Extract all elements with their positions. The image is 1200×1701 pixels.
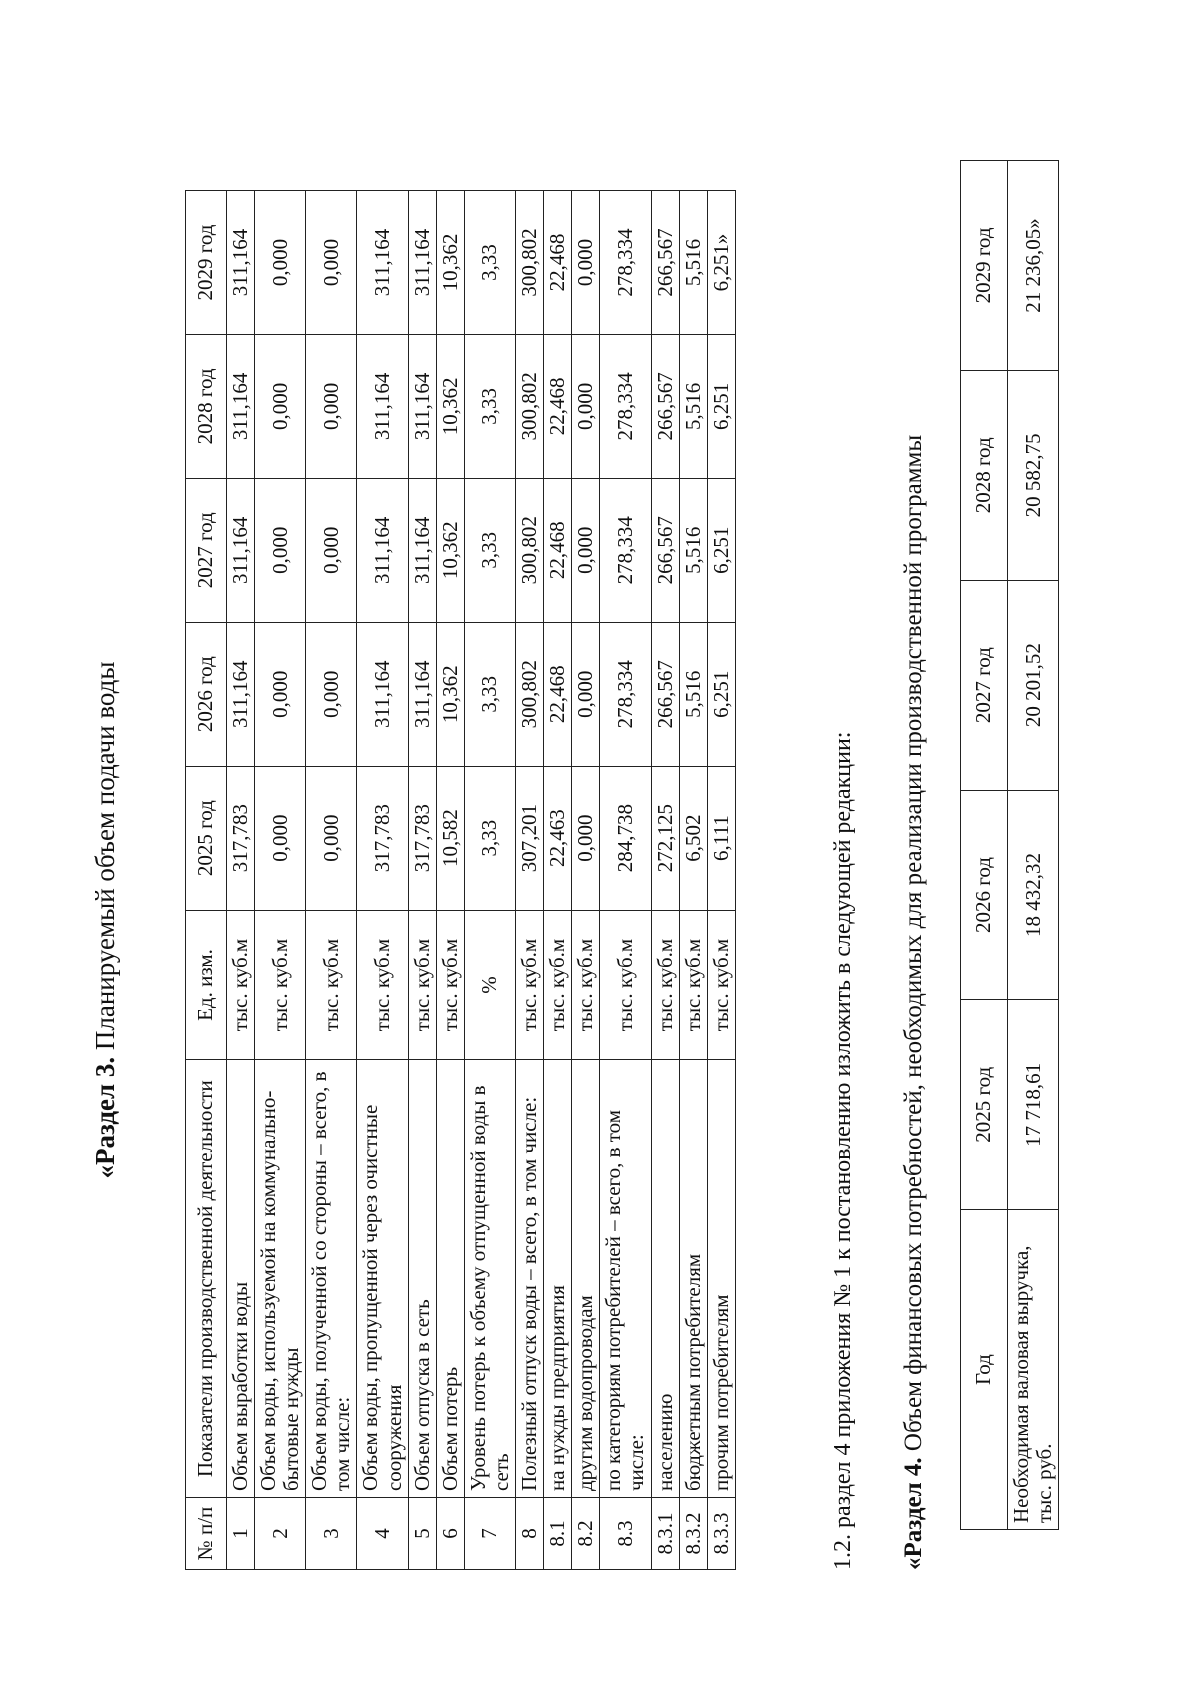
table-row [516,191,544,1570]
table-cell: 6,251» [707,191,735,335]
table-cell: 22,463 [544,766,572,910]
column-header: Год [961,1210,1008,1530]
table-cell: Объем выработки воды [227,1060,255,1498]
section4-title: «Раздел 4. Объем финансовых потребностей, необходимых для реализации производственной программы [900,434,927,1570]
table-cell: 266,567 [651,334,679,478]
table-cell: 317,783 [408,766,436,910]
table-cell: тыс. куб.м [436,910,464,1060]
table-cell: 307,201 [516,766,544,910]
table-cell: тыс. куб.м [306,910,357,1060]
table-cell: 6,502 [679,766,707,910]
table-cell: 311,164 [408,191,436,335]
table-cell: 311,164 [227,334,255,478]
table-cell: Объем воды, используемой на коммунально-бытовые нужды [255,1060,306,1498]
table-row [544,191,572,1570]
table-cell: 278,334 [600,622,651,766]
table-cell: 3 [306,1498,357,1570]
table-row [357,191,408,1570]
table-row [679,191,707,1570]
water-supply-table [185,190,736,1570]
table-cell: 311,164 [227,622,255,766]
table-header-row [961,161,1008,1530]
table-cell: тыс. куб.м [600,910,651,1060]
table-cell: Объем воды, пропущенной через очистные сооружения [357,1060,408,1498]
table-cell: 0,000 [572,334,600,478]
table-cell: 284,738 [600,766,651,910]
table-cell: 0,000 [572,766,600,910]
column-header: Показатели производственной деятельности [186,1060,227,1498]
table-cell: тыс. куб.м [255,910,306,1060]
table-cell: 22,468 [544,478,572,622]
table-header-row [186,191,227,1570]
table-cell: 278,334 [600,334,651,478]
column-header: 2027 год [186,478,227,622]
column-header: 2028 год [186,334,227,478]
table-cell: 0,000 [255,622,306,766]
table-cell: тыс. куб.м [516,910,544,1060]
table-cell: 10,362 [436,334,464,478]
table-row [707,191,735,1570]
table-cell: 8.3 [600,1498,651,1570]
table-cell: 311,164 [408,478,436,622]
table-cell: 300,802 [516,622,544,766]
table-cell: 311,164 [227,478,255,622]
column-header: 2027 год [961,580,1008,790]
table-cell: населению [651,1060,679,1498]
column-header: 2028 год [961,370,1008,580]
table-cell: Объем потерь [436,1060,464,1498]
table-cell: 0,000 [255,191,306,335]
table-cell: 300,802 [516,478,544,622]
table-cell: 1 [227,1498,255,1570]
table-cell: 6,111 [707,766,735,910]
table-row [227,191,255,1570]
table-cell: Необходимая валовая выручка, тыс. руб. [1008,1210,1059,1530]
amendment-paragraph: 1.2. раздел 4 приложения № 1 к постановлению изложить в следующей редакции: [830,731,856,1570]
table-cell: 0,000 [255,334,306,478]
table-cell: прочим потребителям [707,1060,735,1498]
table-cell: 5,516 [679,334,707,478]
table-cell: тыс. куб.м [572,910,600,1060]
table-row [436,191,464,1570]
table-cell: 0,000 [572,478,600,622]
table-cell: 317,783 [227,766,255,910]
table-cell: 17 718,61 [1008,1000,1059,1210]
table-cell: 0,000 [572,191,600,335]
table-cell: 3,33 [464,191,515,335]
table-cell: 278,334 [600,191,651,335]
table-cell: тыс. куб.м [544,910,572,1060]
table-cell: 22,468 [544,191,572,335]
column-header: 2029 год [186,191,227,335]
table-cell: 20 201,52 [1008,580,1059,790]
table-cell: 317,783 [357,766,408,910]
table-cell: 8.2 [572,1498,600,1570]
table-cell: 3,33 [464,766,515,910]
column-header: Ед. изм. [186,910,227,1060]
table-cell: тыс. куб.м [651,910,679,1060]
table-cell: 266,567 [651,622,679,766]
table-cell: 272,125 [651,766,679,910]
table-cell: 22,468 [544,622,572,766]
table-cell: 311,164 [357,191,408,335]
table-cell: тыс. куб.м [227,910,255,1060]
table-cell: 22,468 [544,334,572,478]
rotated-page [50,70,1150,1670]
table-cell: 300,802 [516,334,544,478]
table-cell: 266,567 [651,478,679,622]
table-row [464,191,515,1570]
table-cell: тыс. куб.м [679,910,707,1060]
table-cell: 10,362 [436,191,464,335]
column-header: 2029 год [961,161,1008,371]
table-row [600,191,651,1570]
table-cell: 2 [255,1498,306,1570]
table-cell: тыс. куб.м [357,910,408,1060]
table-cell: 0,000 [306,622,357,766]
financial-needs-table [960,160,1059,1530]
table-cell: 0,000 [255,478,306,622]
table-cell: Объем воды, полученной со стороны – всего, в том числе: [306,1060,357,1498]
table-cell: Полезный отпуск воды – всего, в том числе: [516,1060,544,1498]
table-cell: 0,000 [306,478,357,622]
column-header: 2025 год [961,1000,1008,1210]
table-row [306,191,357,1570]
table-cell: Уровень потерь к объему отпущенной воды в сеть [464,1060,515,1498]
table-cell: 5,516 [679,478,707,622]
table-cell: 8.3.3 [707,1498,735,1570]
table-cell: 8 [516,1498,544,1570]
table-cell: другим водопроводам [572,1060,600,1498]
table-cell: 7 [464,1498,515,1570]
table-cell: 0,000 [306,191,357,335]
column-header: 2026 год [186,622,227,766]
table-row [408,191,436,1570]
section3-title: «Раздел 3. Планируемый объем подачи воды [90,661,120,1179]
table-cell: 3,33 [464,622,515,766]
table-cell: 0,000 [306,334,357,478]
table-cell: 10,362 [436,622,464,766]
table-cell: 20 582,75 [1008,370,1059,580]
table-cell: на нужды предприятия [544,1060,572,1498]
table-cell: 5,516 [679,191,707,335]
table-cell: 21 236,05» [1008,161,1059,371]
table-cell: 6,251 [707,334,735,478]
column-header: № п/п [186,1498,227,1570]
table-cell: 278,334 [600,478,651,622]
table-cell: 311,164 [408,622,436,766]
table-cell: 6,251 [707,622,735,766]
table-row [651,191,679,1570]
column-header: 2026 год [961,790,1008,1000]
table-cell: % [464,910,515,1060]
table-cell: по категориям потребителей – всего, в том числе: [600,1060,651,1498]
table-cell: Объем отпуска в сеть [408,1060,436,1498]
table-cell: 4 [357,1498,408,1570]
table-cell: 3,33 [464,478,515,622]
table-row [572,191,600,1570]
table-cell: 8.3.2 [679,1498,707,1570]
table-cell: 5,516 [679,622,707,766]
table-cell: 311,164 [227,191,255,335]
table-cell: 311,164 [408,334,436,478]
table-cell: 10,582 [436,766,464,910]
table-cell: 300,802 [516,191,544,335]
table-cell: 3,33 [464,334,515,478]
column-header: 2025 год [186,766,227,910]
table-cell: 311,164 [357,334,408,478]
table-row [1008,161,1059,1530]
table-cell: 5 [408,1498,436,1570]
table-cell: 0,000 [255,766,306,910]
table-cell: бюджетным потребителям [679,1060,707,1498]
table-cell: 8.1 [544,1498,572,1570]
table-cell: 0,000 [572,622,600,766]
table-cell: 266,567 [651,191,679,335]
table-cell: 8.3.1 [651,1498,679,1570]
table-row [255,191,306,1570]
table-cell: 311,164 [357,622,408,766]
table-cell: 0,000 [306,766,357,910]
table-cell: тыс. куб.м [408,910,436,1060]
table-cell: 6 [436,1498,464,1570]
table-cell: 6,251 [707,478,735,622]
table-cell: 10,362 [436,478,464,622]
table-cell: тыс. куб.м [707,910,735,1060]
table-cell: 311,164 [357,478,408,622]
table-cell: 18 432,32 [1008,790,1059,1000]
